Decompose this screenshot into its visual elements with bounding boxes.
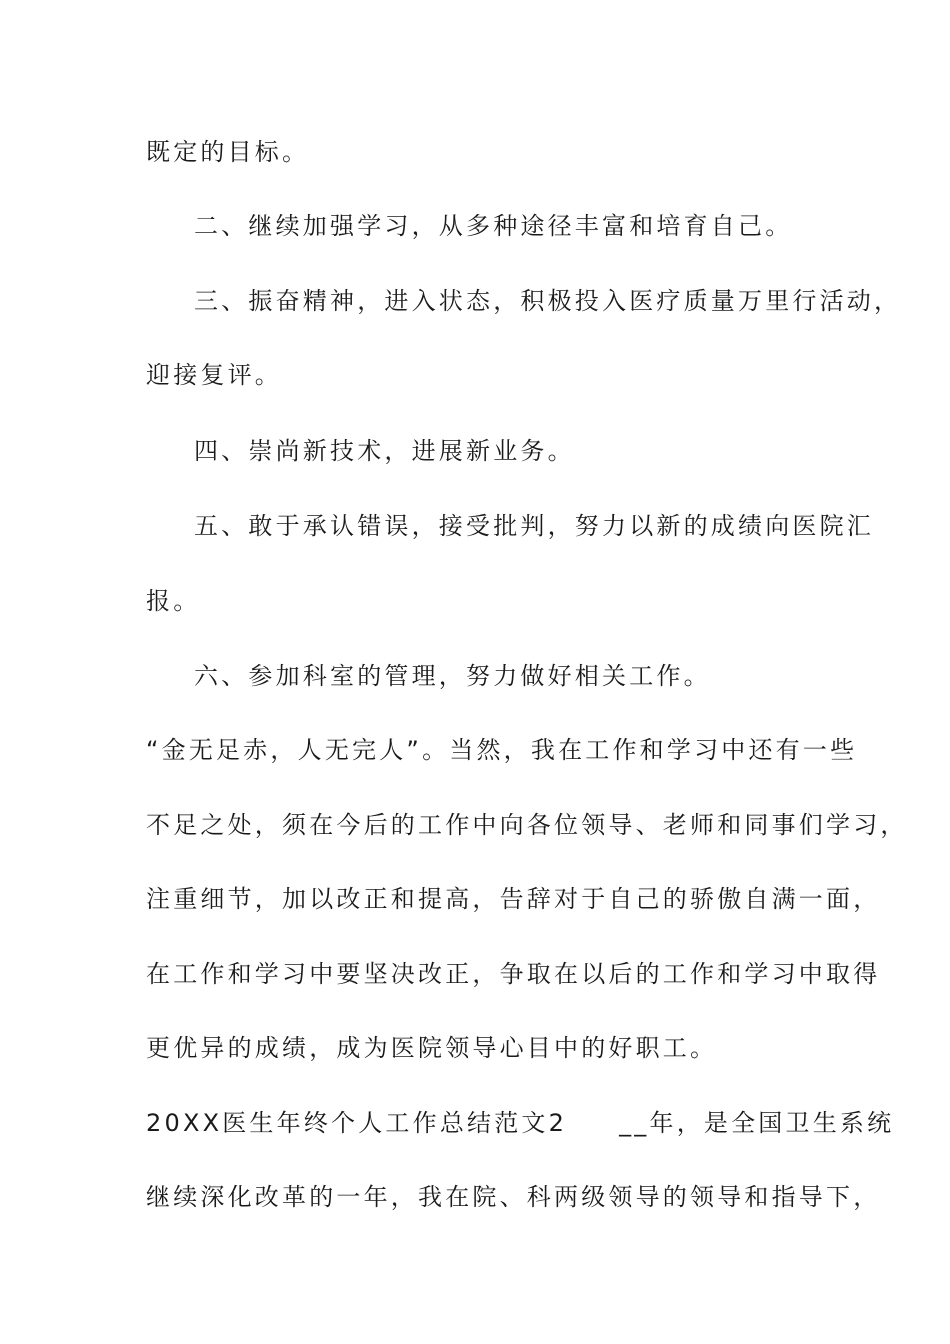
paragraph-line: “金无足赤，人无完人”。当然，我在工作和学习中还有一些 bbox=[146, 736, 858, 764]
paragraph-line: 注重细节，加以改正和提高，告辞对于自己的骄傲自满一面， bbox=[146, 885, 881, 913]
paragraph-line: 五、敢于承认错误，接受批判，努力以新的成绩向医院汇 bbox=[194, 512, 874, 540]
paragraph-line: 二、继续加强学习，从多种途径丰富和培育自己。 bbox=[194, 212, 793, 240]
paragraph-line: 在工作和学习中要坚决改正，争取在以后的工作和学习中取得 bbox=[146, 960, 881, 988]
section-title: 20XX医生年终个人工作总结范文2 bbox=[146, 1109, 568, 1137]
paragraph-line: 报。 bbox=[146, 587, 201, 615]
paragraph-line: 不足之处，须在今后的工作中向各位领导、老师和同事们学习， bbox=[146, 811, 908, 839]
paragraph-line: 三、振奋精神，进入状态，积极投入医疗质量万里行活动， bbox=[194, 287, 902, 315]
paragraph-line: 六、参加科室的管理，努力做好相关工作。 bbox=[194, 662, 711, 690]
paragraph-line: 四、崇尚新技术，进展新业务。 bbox=[194, 437, 575, 465]
paragraph-line: 既定的目标。 bbox=[146, 138, 310, 166]
paragraph-line: 更优异的成绩，成为医院领导心目中的好职工。 bbox=[146, 1034, 718, 1062]
paragraph-line: 迎接复评。 bbox=[146, 361, 282, 389]
section-intro: __年，是全国卫生系统 bbox=[619, 1109, 895, 1137]
paragraph-line: 继续深化改革的一年，我在院、科两级领导的领导和指导下， bbox=[146, 1183, 881, 1211]
heading-line bbox=[146, 1108, 895, 1138]
